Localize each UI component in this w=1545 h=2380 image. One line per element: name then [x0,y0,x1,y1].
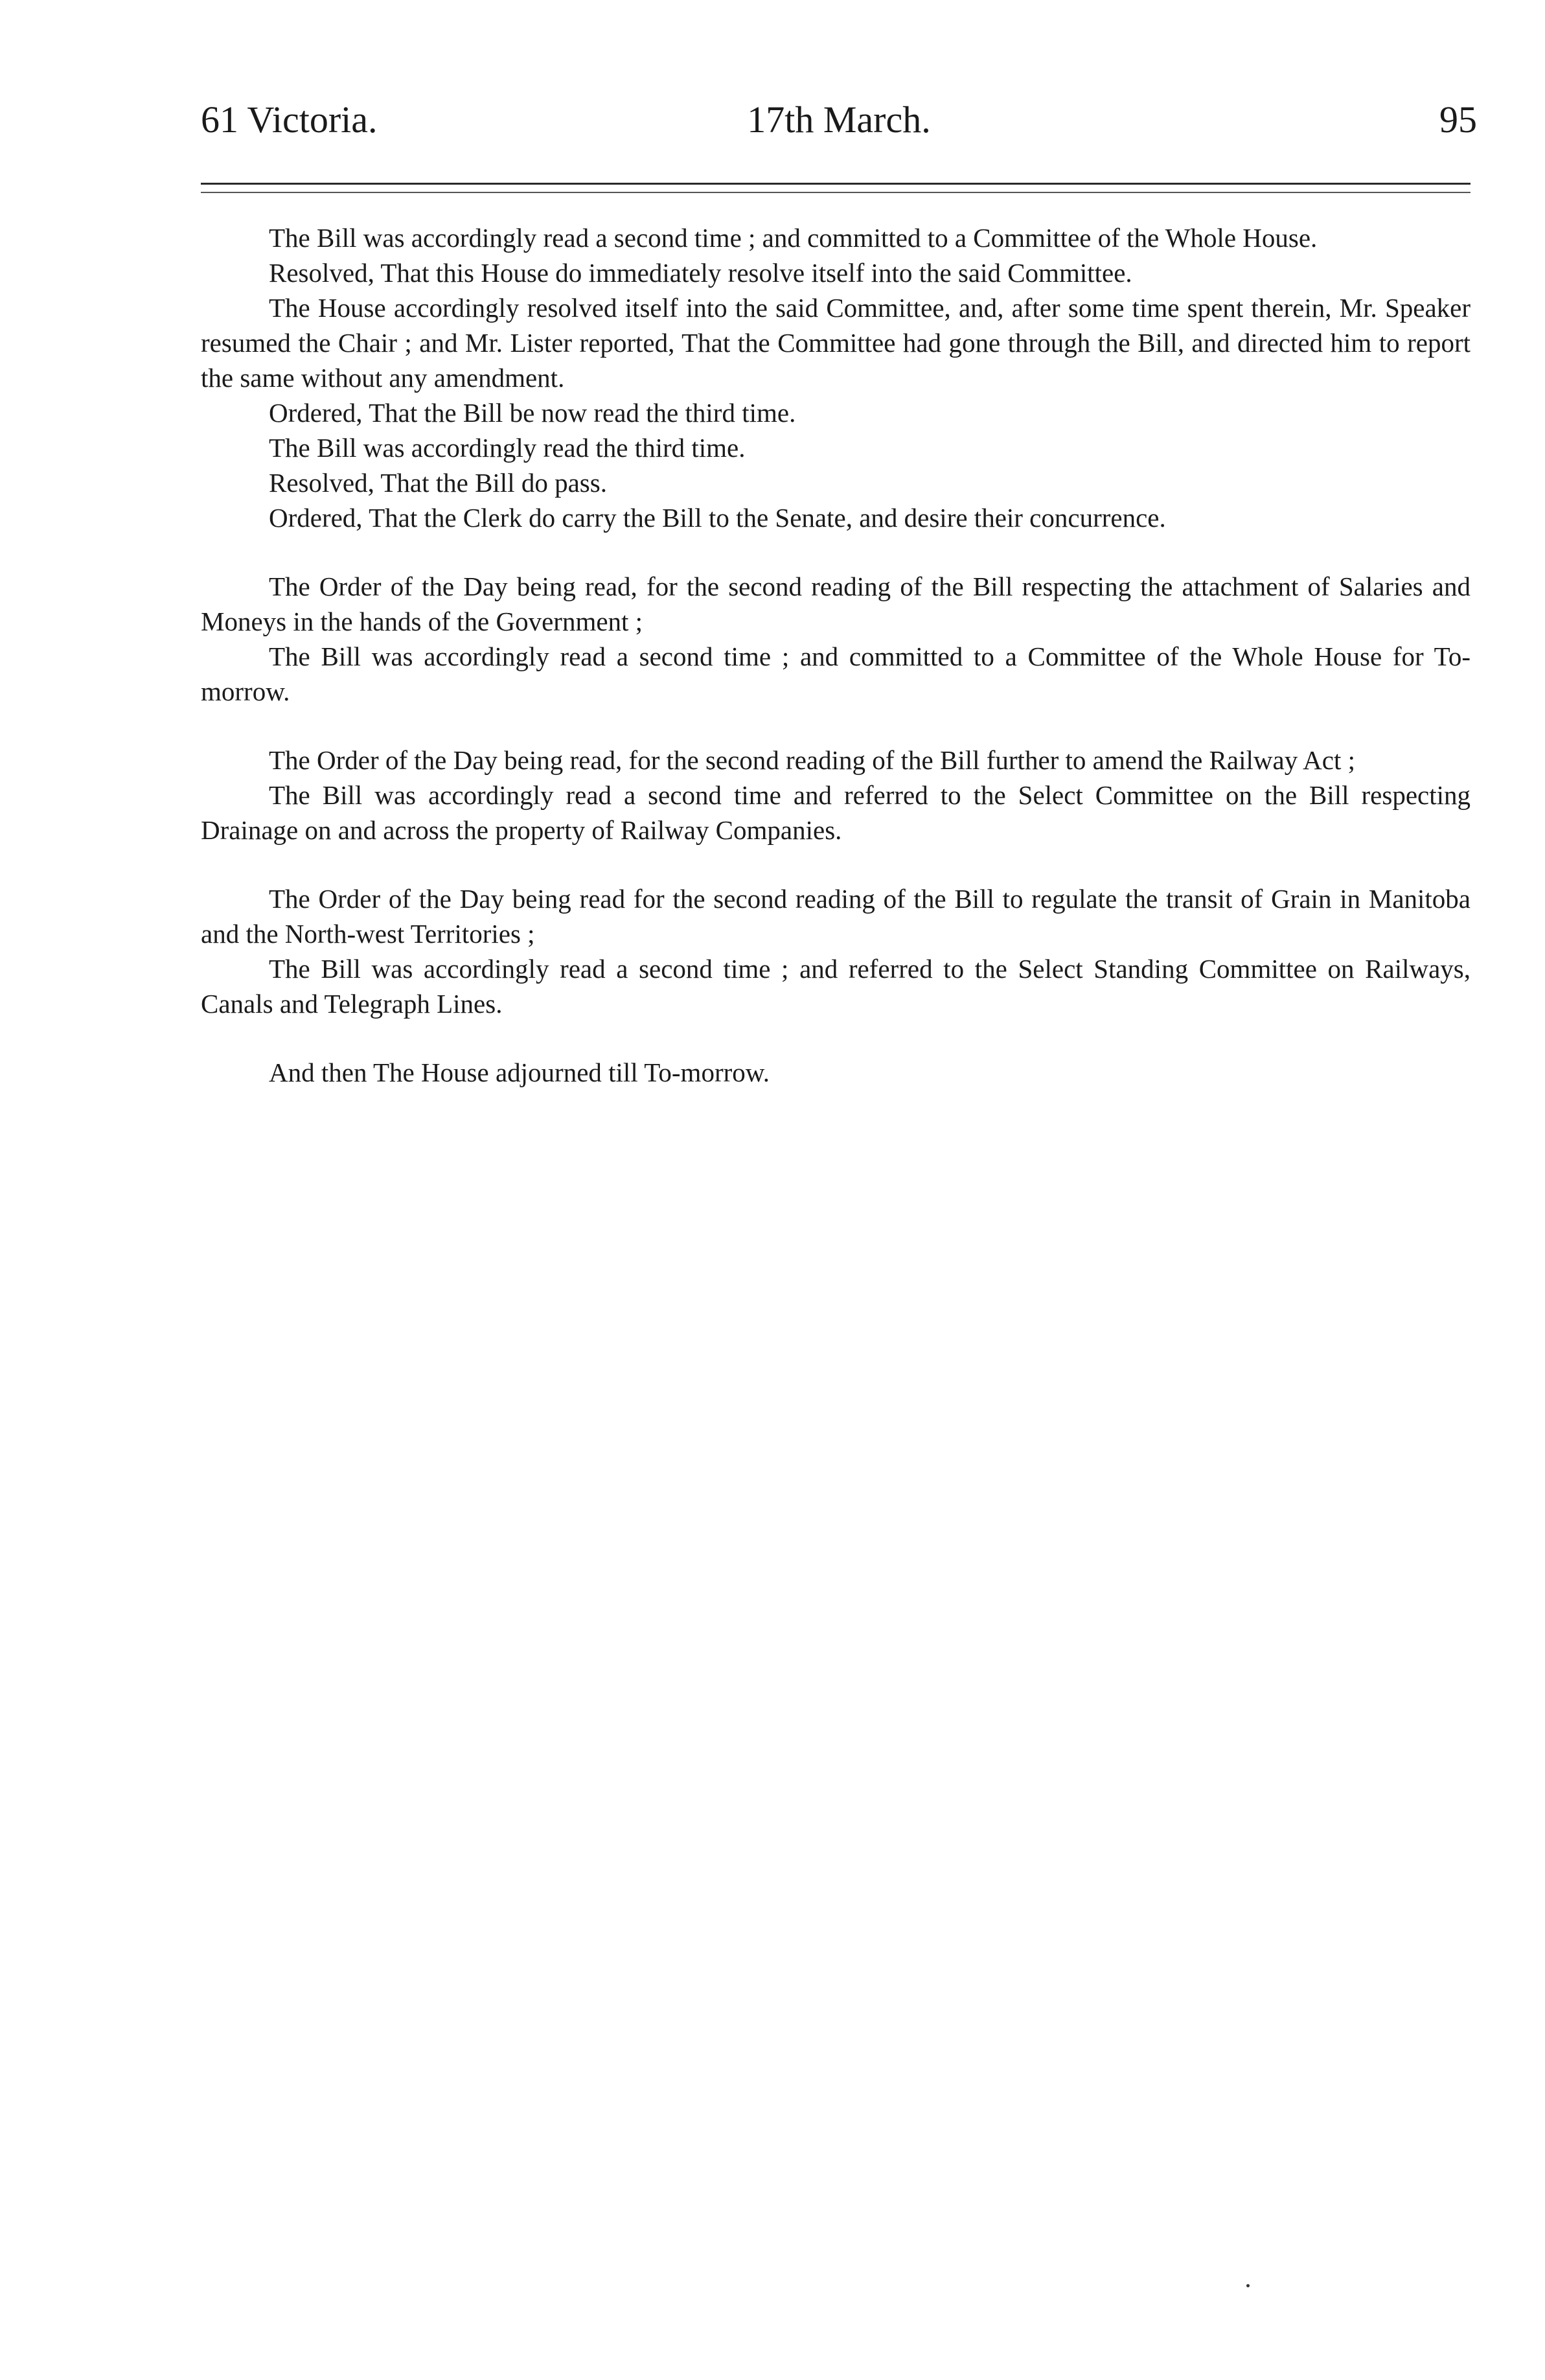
paragraph: Resolved, That this House do immediately resolve itself into the said Committee. [269,258,1132,288]
page-header [201,91,1477,149]
paragraph: The Bill was accordingly read a second time and referred to the Select Committee on the Bill respecting Drainage on and across the property of Railway Companies. [201,780,1471,845]
paragraph: The Bill was accordingly read the third time. [269,433,746,463]
section-railway-act [201,743,1471,848]
section-spacer [201,1021,1471,1055]
section-bill-third-reading [201,220,1471,535]
page-number: 95 [1439,98,1477,141]
paragraph: Ordered, That the Clerk do carry the Bill to the Senate, and desire their concurrence. [269,503,1166,533]
section-spacer [201,709,1471,743]
paragraph: The Bill was accordingly read a second time ; and committed to a Committee of the Whole House for To-morrow. [201,641,1471,706]
header-rule-bottom [201,192,1471,193]
section-grain-transit [201,881,1471,1021]
paragraph: The House accordingly resolved itself into the said Committee, and, after some time spent therein, Mr. Speaker resumed the Chair ; and Mr. Lister reported, That the Committee had gone through the Bill, and directed him to report the same without any amendment. [201,293,1471,393]
paragraph: Resolved, That the Bill do pass. [269,468,607,498]
paragraph: The Order of the Day being read for the second reading of the Bill to regulate the transit of Grain in Manitoba and the North-west Territories ; [201,884,1471,949]
section-spacer [201,848,1471,881]
section-adjournment [201,1055,1471,1090]
ink-speck [1246,2284,1250,2287]
paragraph: The Order of the Day being read, for the second reading of the Bill respecting the attachment of Salaries and Moneys in the hands of the Government ; [201,572,1471,636]
header-regnal-year: 61 Victoria. [201,98,378,141]
paragraph: The Bill was accordingly read a second time ; and referred to the Select Standing Committee on Railways, Canals and Telegraph Lines. [201,954,1471,1019]
section-spacer [201,535,1471,569]
journal-body [201,220,1471,1090]
paragraph: The Bill was accordingly read a second time ; and committed to a Committee of the Whole House. [269,223,1318,253]
paragraph: And then The House adjourned till To-morrow. [269,1057,770,1087]
section-attachment-of-salaries [201,569,1471,709]
header-date: 17th March. [747,98,931,141]
paragraph: The Order of the Day being read, for the second reading of the Bill further to amend the Railway Act ; [269,745,1356,775]
paragraph: Ordered, That the Bill be now read the third time. [269,398,796,428]
header-rule-top [201,183,1471,185]
